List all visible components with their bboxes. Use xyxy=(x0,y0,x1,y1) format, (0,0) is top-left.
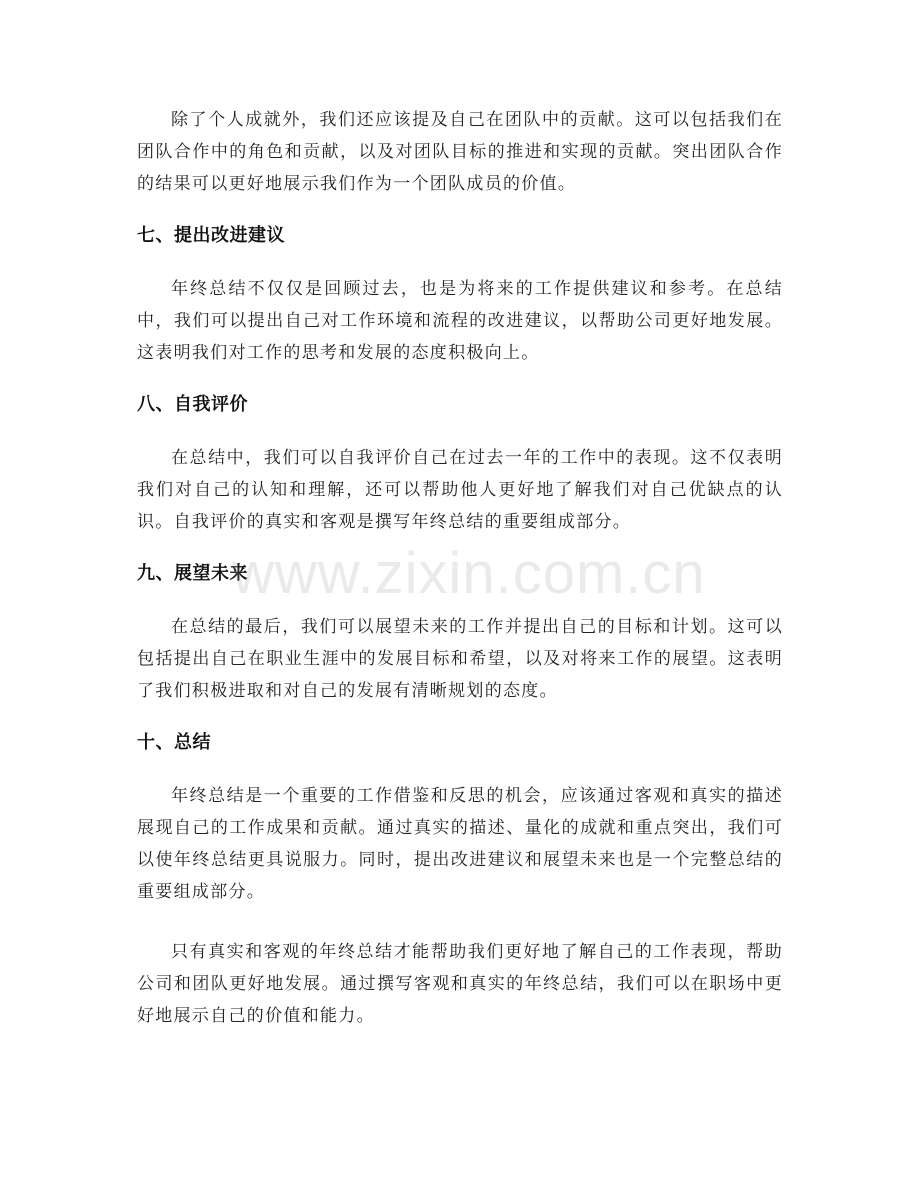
paragraph-summary-1: 年终总结是一个重要的工作借鉴和反思的机会，应该通过客观和真实的描述展现自己的工作成果和贡献。通过真实的描述、量化的成就和重点突出，我们可以使年终总结更具说服力。同时，提出改进建议和展望未来也是一个完整总结的重要组成部分。 xyxy=(137,786,783,902)
paragraph-future-outlook: 在总结的最后，我们可以展望未来的工作并提出自己的目标和计划。这可以包括提出自己在职业生涯中的发展目标和希望，以及对将来工作的展望。这表明了我们积极进取和对自己的发展有清晰规划的态度。 xyxy=(137,617,783,701)
document-body xyxy=(137,104,783,1032)
heading-section-10: 十、总结 xyxy=(137,732,211,753)
heading-section-8: 八、自我评价 xyxy=(137,394,248,415)
paragraph-team-contribution: 除了个人成就外，我们还应该提及自己在团队中的贡献。这可以包括我们在团队合作中的角色和贡献，以及对团队目标的推进和实现的贡献。突出团队合作的结果可以更好地展示我们作为一个团队成员的价值。 xyxy=(137,110,783,194)
heading-section-7: 七、提出改进建议 xyxy=(137,225,285,246)
watermark-text: www.zixin.com.cn xyxy=(232,541,706,606)
paragraph-summary-2: 只有真实和客观的年终总结才能帮助我们更好地了解自己的工作表现，帮助公司和团队更好地发展。通过撰写客观和真实的年终总结，我们可以在职场中更好地展示自己的价值和能力。 xyxy=(137,942,783,1026)
heading-section-9: 九、展望未来 xyxy=(137,563,248,584)
paragraph-self-evaluation: 在总结中，我们可以自我评价自己在过去一年的工作中的表现。这不仅表明我们对自己的认知和理解，还可以帮助他人更好地了解我们对自己优缺点的认识。自我评价的真实和客观是撰写年终总结的重要组成部分。 xyxy=(137,448,783,532)
paragraph-improvement-suggestions: 年终总结不仅仅是回顾过去，也是为将来的工作提供建议和参考。在总结中，我们可以提出自己对工作环境和流程的改进建议，以帮助公司更好地发展。这表明我们对工作的思考和发展的态度积极向上。 xyxy=(137,279,783,363)
